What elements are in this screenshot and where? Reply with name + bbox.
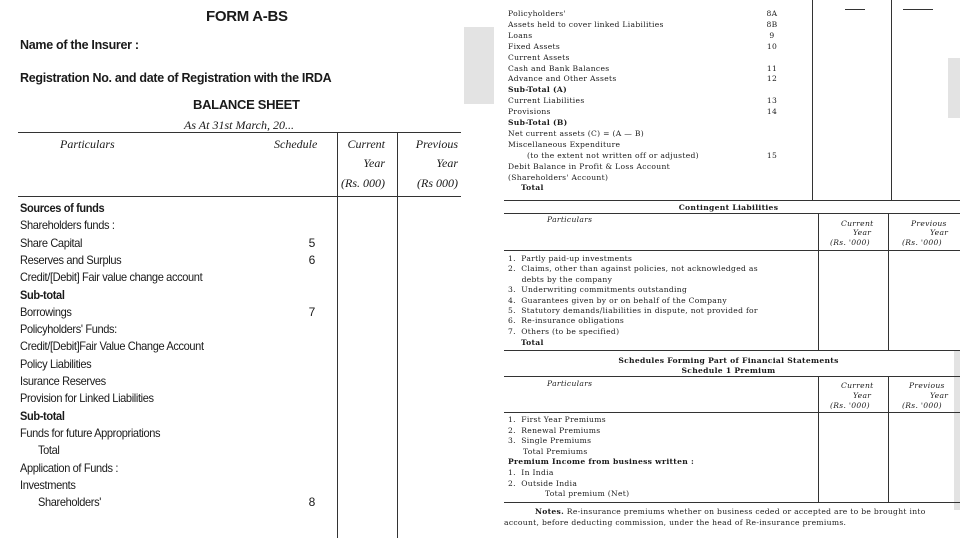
- balance-sheet-row-label: Share Capital: [20, 235, 83, 250]
- schedule-previous-header-1: Previous: [909, 381, 945, 390]
- continuation-row-label: Current Liabilities: [508, 96, 585, 106]
- schedule-number: 8: [308, 495, 316, 510]
- schedule-number: 8B: [766, 19, 778, 29]
- contingent-total: Total: [521, 338, 544, 347]
- form-title: FORM A-BS: [206, 8, 288, 25]
- column-divider: [812, 0, 813, 200]
- schedule-previous-header-2: Year: [930, 391, 949, 400]
- schedule-number: 5: [308, 235, 316, 250]
- insurer-name-label: Name of the Insurer :: [20, 38, 139, 52]
- schedule-current-header-1: Current: [841, 381, 874, 390]
- contingent-current-header-3: (Rs. '000): [830, 238, 870, 247]
- registration-label: Registration No. and date of Registration with the IRDA: [20, 71, 332, 85]
- schedule-row: Total Premiums: [523, 446, 588, 456]
- balance-sheet-row-label: Reserves and Surplus: [20, 252, 122, 267]
- header-rule: [504, 412, 960, 413]
- schedule-number: 10: [766, 41, 778, 51]
- contingent-row: 6. Re-insurance obligations: [508, 316, 625, 326]
- scan-shadow: [464, 27, 494, 104]
- contingent-row: 7. Others (to be specified): [508, 326, 620, 336]
- continuation-row-label: Net current assets (C) = (A — B): [508, 128, 644, 138]
- blank-mark: [845, 9, 865, 10]
- contingent-previous-header-3: (Rs. '000): [902, 238, 942, 247]
- schedule-current-header-2: Year: [853, 391, 872, 400]
- balance-sheet-date: As At 31st March, 20...: [184, 118, 294, 132]
- schedules-title: Schedules Forming Part of Financial Statements: [618, 356, 839, 365]
- notes-text-2: account, before deducting commission, under the head of Re-insurance premiums.: [504, 518, 847, 527]
- balance-sheet-row-label: Credit/[Debit] Fair value change account: [20, 270, 203, 285]
- schedule-1-subtitle: Schedule 1 Premium: [681, 366, 776, 375]
- header-rule: [504, 250, 960, 251]
- balance-sheet-row-label: Investments: [20, 477, 76, 492]
- schedule-row: 1. First Year Premiums: [508, 415, 606, 424]
- continuation-row-label: Assets held to cover linked Liabilities: [508, 19, 664, 29]
- column-divider: [888, 376, 889, 502]
- previous-header-2: Year: [436, 156, 458, 170]
- balance-sheet-row-label: Policy Liabilities: [20, 356, 92, 371]
- previous-header-3: (Rs 000): [417, 176, 458, 190]
- contingent-previous-header-1: Previous: [911, 219, 947, 228]
- continuation-row-label: Sub-Total (B): [508, 118, 568, 127]
- schedule-number: 11: [766, 63, 778, 73]
- contingent-particulars-header: Particulars: [547, 215, 593, 224]
- continuation-row-label: Policyholders': [508, 9, 566, 18]
- continuation-row-label: Provisions: [508, 107, 551, 117]
- schedule-row: Total premium (Net): [545, 489, 630, 499]
- balance-sheet-row-label: Sub-total: [20, 287, 65, 302]
- schedule-row: 2. Renewal Premiums: [508, 425, 601, 435]
- balance-sheet-row-label: Total: [38, 443, 60, 458]
- balance-sheet-title: BALANCE SHEET: [193, 97, 300, 112]
- contingent-row: 3. Underwriting commitments outstanding: [508, 285, 688, 295]
- balance-sheet-row-label: Provision for Linked Liabilities: [20, 391, 154, 406]
- balance-sheet-row-label: Funds for future Appropriations: [20, 425, 161, 440]
- schedule-number: 8A: [766, 9, 778, 18]
- contingent-row: 4. Guarantees given by or on behalf of the Company: [508, 295, 727, 305]
- continuation-row-label: (Shareholders' Account): [508, 172, 609, 182]
- contingent-row: 2. Claims, other than against policies, not acknowledged as: [508, 264, 758, 274]
- contingent-row: debts by the company: [508, 274, 613, 284]
- table-top-rule: [18, 132, 461, 133]
- continuation-row-label: Miscellaneous Expenditure: [508, 139, 621, 149]
- current-header-3: (Rs. 000): [341, 176, 385, 190]
- column-divider: [888, 213, 889, 350]
- continuation-row-label: Sub-Total (A): [508, 85, 567, 95]
- schedule-current-header-3: (Rs. '000): [830, 401, 870, 410]
- notes-label: Notes.: [535, 507, 565, 516]
- continuation-row-label: Fixed Assets: [508, 41, 561, 51]
- schedule-header: Schedule: [274, 137, 318, 151]
- continuation-row-label: Total: [521, 183, 544, 193]
- contingent-row: 1. Partly paid-up investments: [508, 254, 633, 263]
- section-rule: [504, 213, 960, 214]
- balance-sheet-row-label: Shareholders': [38, 495, 102, 510]
- notes-text-1: Re-insurance premiums whether on business ceded or accepted are to be brought into: [566, 507, 926, 516]
- column-divider: [818, 376, 819, 502]
- contingent-row: 5. Statutory demands/liabilities in dispute, not provided for: [508, 306, 758, 315]
- form-abs-page: [0, 0, 470, 540]
- schedule-number: 7: [308, 304, 316, 319]
- schedule-row: 3. Single Premiums: [508, 436, 592, 446]
- blank-mark: [903, 9, 933, 10]
- continuation-row-label: Loans: [508, 30, 533, 40]
- continuation-row-label: Advance and Other Assets: [508, 74, 617, 84]
- balance-sheet-row-label: Credit/[Debit]Fair Value Change Account: [20, 339, 204, 354]
- table-header-rule: [18, 196, 461, 197]
- previous-header-1: Previous: [415, 137, 458, 151]
- balance-sheet-row-label: Sub-total: [20, 408, 65, 423]
- continuation-row-label: Current Assets: [508, 52, 570, 62]
- schedule-number: 15: [766, 150, 778, 160]
- schedule-number: 13: [766, 96, 778, 106]
- balance-sheet-row-label: Policyholders' Funds:: [20, 322, 117, 337]
- section-rule: [504, 376, 960, 377]
- particulars-header: Particulars: [60, 137, 115, 151]
- schedule-row: 2. Outside India: [508, 478, 578, 488]
- continuation-page: [497, 0, 960, 540]
- balance-sheet-row-label: Application of Funds :: [20, 460, 119, 475]
- continuation-row-label: Cash and Bank Balances: [508, 63, 610, 73]
- continuation-row-label: (to the extent not written off or adjusted): [527, 150, 699, 160]
- section-rule: [504, 350, 960, 351]
- current-header-1: Current: [347, 137, 385, 151]
- section-rule: [504, 200, 960, 201]
- current-header-2: Year: [363, 156, 385, 170]
- column-divider: [397, 132, 398, 538]
- column-divider: [891, 0, 892, 200]
- schedule-previous-header-3: (Rs. '000): [902, 401, 942, 410]
- notes-line-1: [535, 507, 926, 516]
- column-divider: [818, 213, 819, 350]
- contingent-title: Contingent Liabilities: [678, 203, 779, 212]
- schedule-number: 12: [766, 74, 778, 84]
- schedule-number: 6: [308, 252, 316, 267]
- balance-sheet-row-label: Borrowings: [20, 304, 72, 319]
- schedule-row: 1. In India: [508, 468, 554, 477]
- continuation-row-label: Debit Balance in Profit & Loss Account: [508, 161, 670, 171]
- balance-sheet-row-label: Sources of funds: [20, 201, 105, 215]
- section-rule: [504, 502, 960, 503]
- contingent-previous-header-2: Year: [930, 228, 949, 237]
- schedule-number: 14: [766, 107, 778, 117]
- schedule-number: 9: [769, 30, 775, 40]
- contingent-current-header-1: Current: [841, 219, 874, 228]
- balance-sheet-row-label: Isurance Reserves: [20, 374, 106, 388]
- balance-sheet-row-label: Shareholders funds :: [20, 218, 115, 233]
- schedule-particulars-header: Particulars: [547, 379, 593, 388]
- schedule-row: Premium Income from business written :: [508, 457, 695, 467]
- contingent-current-header-2: Year: [853, 228, 872, 237]
- column-divider: [337, 132, 338, 538]
